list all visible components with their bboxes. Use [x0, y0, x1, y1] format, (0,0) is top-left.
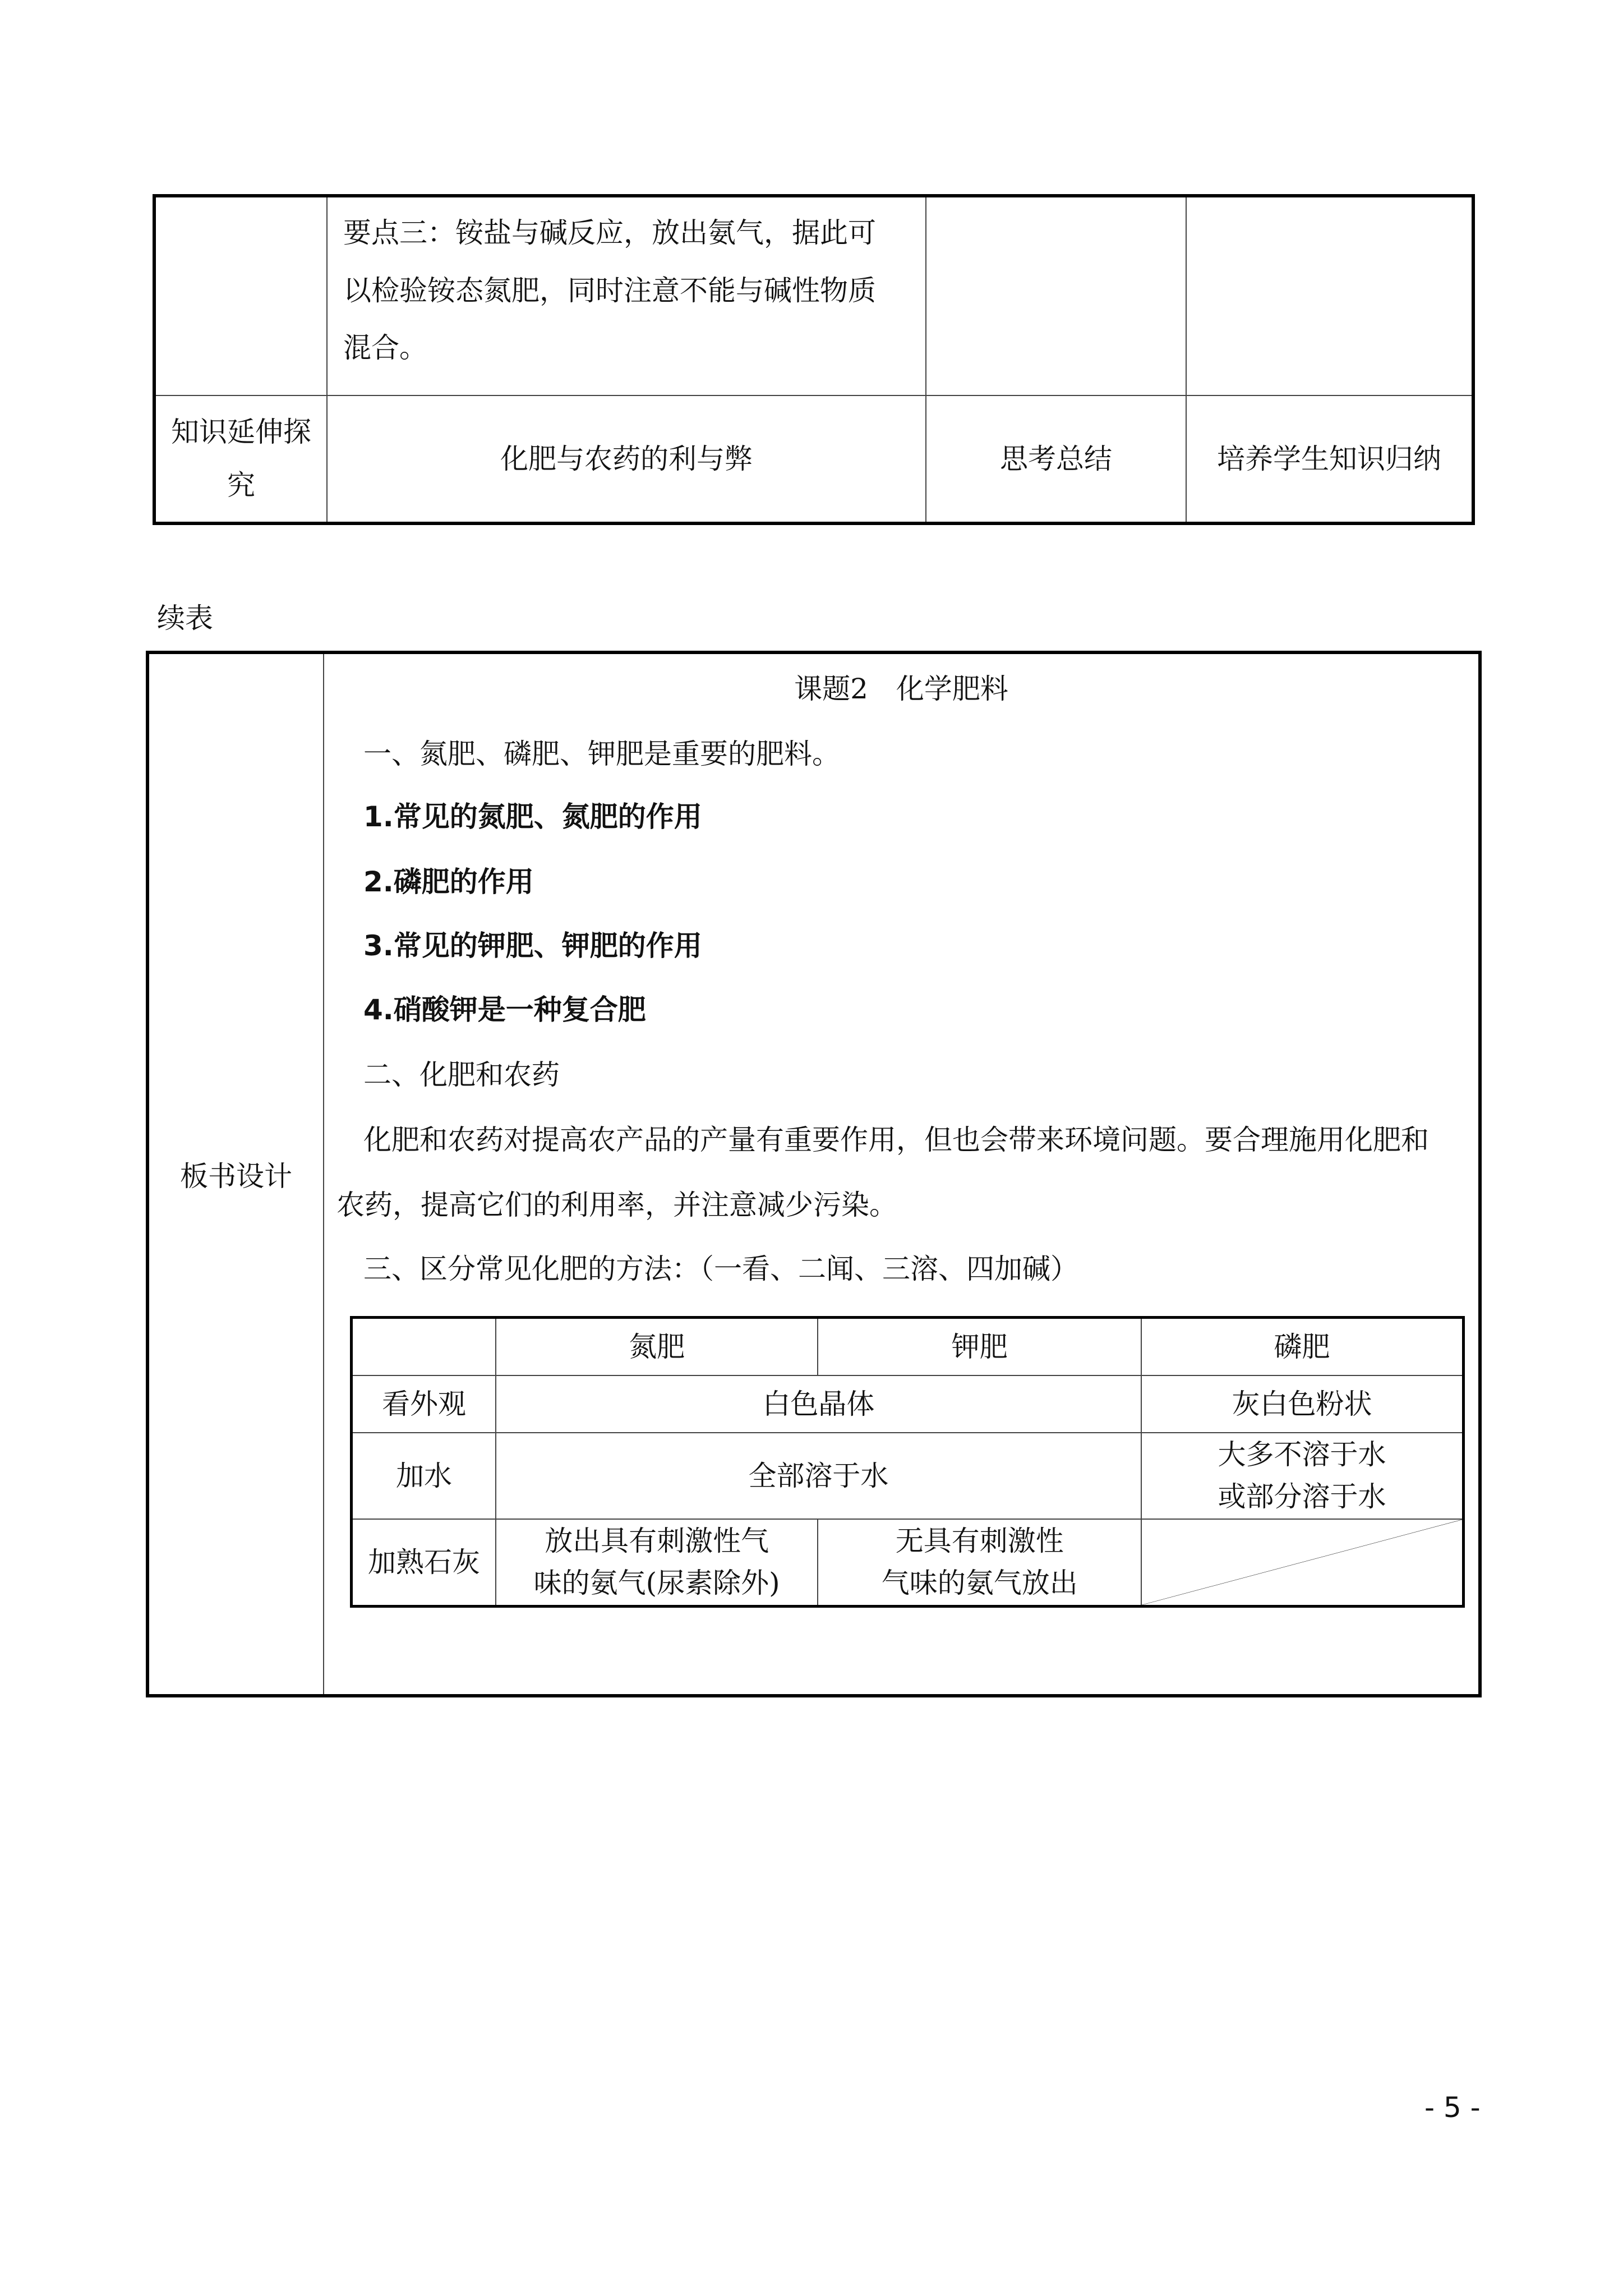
section-heading-2: 二、化肥和农药 — [363, 1059, 560, 1091]
table-cell: 灰白色粉状 — [1141, 1375, 1464, 1433]
table-header: 钾肥 — [818, 1318, 1141, 1376]
table-cell — [1186, 196, 1473, 395]
text-line: 究 — [227, 469, 255, 501]
table-cell — [496, 1519, 818, 1607]
student-activity-cell: 思考总结 — [926, 395, 1186, 523]
lesson-plan-table — [153, 194, 1475, 525]
table-cell — [818, 1519, 1141, 1607]
paragraph-line: 化肥和农药对提高农产品的产量有重要作用，但也会带来环境问题。要合理施用化肥和 — [363, 1124, 1429, 1156]
text-line: 无具有刺激性 — [895, 1525, 1064, 1557]
row-label: 加水 — [352, 1433, 496, 1519]
key-point-three-cell — [327, 196, 926, 395]
table-header — [352, 1318, 496, 1376]
table-row — [352, 1433, 1464, 1519]
table-cell — [926, 196, 1186, 395]
list-item: 1.常见的氮肥、氮肥的作用 — [363, 800, 702, 833]
design-intent-cell: 培养学生知识归纳 — [1186, 395, 1473, 523]
table-cell: 全部溶于水 — [496, 1433, 1141, 1519]
stage-label-cell — [154, 395, 327, 523]
board-title: 课题2 化学肥料 — [794, 673, 1008, 705]
text-line: 要点三：铵盐与碱反应，放出氨气，据此可 — [343, 217, 876, 249]
table-row — [154, 196, 1473, 395]
table-header: 氮肥 — [496, 1318, 818, 1376]
text-line: 知识延伸探 — [171, 416, 311, 448]
row-label: 看外观 — [352, 1375, 496, 1433]
continued-label: 续表 — [157, 602, 213, 634]
page-number: - 5 - — [1424, 2091, 1481, 2124]
text-line: 味的氨气(尿素除外) — [533, 1567, 780, 1599]
board-design-label: 板书设计 — [149, 654, 324, 1694]
fertilizer-identification-table — [350, 1316, 1465, 1608]
table-row — [352, 1375, 1464, 1433]
text-line: 放出具有刺激性气 — [545, 1525, 769, 1557]
table-cell — [154, 196, 327, 395]
text-line: 或部分溶于水 — [1218, 1480, 1386, 1513]
diagonal-line — [1142, 1520, 1462, 1605]
row-label: 加熟石灰 — [352, 1519, 496, 1607]
table-header: 磷肥 — [1141, 1318, 1464, 1376]
table-cell — [1141, 1433, 1464, 1519]
text-line: 混合。 — [343, 332, 427, 364]
board-design-box — [146, 651, 1482, 1697]
table-cell: 白色晶体 — [496, 1375, 1141, 1433]
table-row — [352, 1519, 1464, 1607]
section-heading-3: 三、区分常见化肥的方法：（一看、二闻、三溶、四加碱） — [363, 1253, 1078, 1285]
list-item: 3.常见的钾肥、钾肥的作用 — [363, 930, 702, 962]
text-line: 气味的氨气放出 — [881, 1567, 1078, 1599]
table-row — [154, 395, 1473, 523]
list-item: 4.硝酸钾是一种复合肥 — [363, 993, 646, 1026]
list-item: 2.磷肥的作用 — [363, 866, 534, 898]
board-design-content — [324, 654, 1478, 1694]
text-line: 大多不溶于水 — [1218, 1438, 1386, 1471]
text-line: 以检验铵态氮肥，同时注意不能与碱性物质 — [343, 274, 876, 307]
paragraph-line: 农药，提高它们的利用率，并注意减少污染。 — [336, 1189, 897, 1221]
table-row — [352, 1318, 1464, 1376]
diagonal-empty-cell — [1141, 1519, 1464, 1607]
content-cell: 化肥与农药的利与弊 — [327, 395, 926, 523]
section-heading-1: 一、氮肥、磷肥、钾肥是重要的肥料。 — [363, 738, 840, 770]
